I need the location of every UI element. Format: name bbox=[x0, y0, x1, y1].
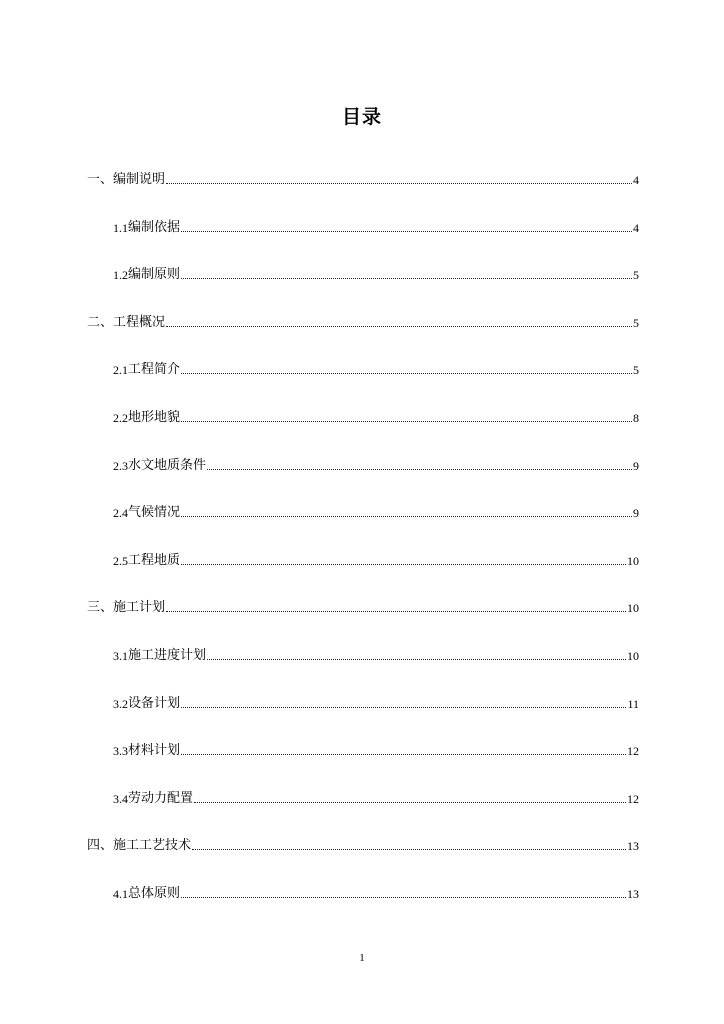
toc-dot-leader bbox=[181, 706, 626, 708]
toc-dot-leader bbox=[166, 182, 632, 184]
toc-entry-number: 1.1 bbox=[113, 220, 128, 235]
toc-dot-leader bbox=[192, 848, 626, 850]
toc-entry-text: 水文地质条件 bbox=[128, 457, 207, 473]
toc-dot-leader bbox=[181, 753, 626, 755]
toc-entry-number: 3.4 bbox=[113, 791, 128, 806]
toc-entry-number: 1.2 bbox=[113, 268, 128, 283]
toc-entry-2-1[interactable] bbox=[113, 358, 639, 378]
page-number: 1 bbox=[359, 952, 365, 964]
toc-entry-text: 四、施工工艺技术 bbox=[87, 838, 192, 854]
toc-entry-number: 2.5 bbox=[113, 553, 128, 568]
toc-entry-2-2[interactable] bbox=[113, 406, 639, 426]
toc-dot-leader bbox=[194, 801, 626, 803]
toc-entry-page: 11 bbox=[627, 696, 639, 711]
toc-entry-text: 气候情况 bbox=[128, 505, 181, 521]
toc-dot-leader bbox=[166, 325, 632, 327]
toc-dot-leader bbox=[166, 610, 626, 612]
toc-entry-number: 3.3 bbox=[113, 744, 128, 759]
toc-dot-leader bbox=[207, 468, 632, 470]
toc-entry-page: 4 bbox=[633, 173, 639, 187]
toc-entry-page: 10 bbox=[627, 553, 639, 568]
toc-dot-leader bbox=[181, 277, 632, 279]
toc-entry-text: 工程简介 bbox=[128, 362, 181, 378]
toc-title: 目录 bbox=[341, 106, 382, 128]
toc-entry-number: 3.2 bbox=[113, 696, 128, 711]
toc-dot-leader bbox=[181, 230, 632, 232]
toc-entry-page: 5 bbox=[633, 268, 639, 283]
toc-entry-number: 3.1 bbox=[113, 649, 128, 663]
toc-entry-number: 2.4 bbox=[113, 506, 128, 521]
toc-entry-text: 二、工程概况 bbox=[87, 314, 166, 330]
toc-entry-number: 2.2 bbox=[113, 411, 128, 425]
toc-entry-1-1[interactable] bbox=[113, 216, 639, 236]
toc-entry-page: 8 bbox=[633, 411, 639, 425]
toc-entry-text: 编制原则 bbox=[128, 267, 181, 283]
toc-entry-page: 13 bbox=[627, 887, 639, 901]
toc-dot-leader bbox=[181, 515, 632, 517]
toc-entry-number: 2.3 bbox=[113, 458, 128, 473]
toc-entry-page: 12 bbox=[627, 791, 639, 806]
toc-entry-3-1[interactable] bbox=[113, 644, 639, 664]
toc-entry-3[interactable] bbox=[87, 596, 639, 616]
toc-entry-page: 12 bbox=[627, 744, 639, 759]
toc-entry-text: 劳动力配置 bbox=[128, 790, 194, 806]
toc-entry-2[interactable] bbox=[87, 311, 639, 331]
toc-entry-1-2[interactable] bbox=[113, 263, 639, 283]
toc-entry-page: 4 bbox=[633, 220, 639, 235]
toc-entry-page: 10 bbox=[627, 649, 639, 663]
toc-entry-page: 5 bbox=[633, 315, 639, 330]
toc-entry-text: 施工进度计划 bbox=[128, 648, 207, 663]
toc-entry-2-3[interactable] bbox=[113, 454, 639, 474]
toc-entry-text: 总体原则 bbox=[128, 886, 181, 901]
toc-entry-3-2[interactable] bbox=[113, 692, 639, 712]
toc-entry-4-1[interactable] bbox=[113, 882, 639, 902]
toc-dot-leader bbox=[181, 896, 626, 898]
toc-entry-page: 10 bbox=[627, 601, 639, 616]
toc-entry-4[interactable] bbox=[87, 834, 639, 854]
toc-entry-3-4[interactable] bbox=[113, 787, 639, 807]
toc-entry-page: 9 bbox=[633, 506, 639, 521]
toc-dot-leader bbox=[181, 420, 632, 422]
toc-dot-leader bbox=[181, 372, 632, 374]
toc-entry-number: 4.1 bbox=[113, 887, 128, 901]
toc-entry-number: 2.1 bbox=[113, 363, 128, 378]
toc-entry-page: 5 bbox=[633, 363, 639, 378]
toc-entry-text: 工程地质 bbox=[128, 552, 181, 568]
toc-entry-text: 设备计划 bbox=[128, 695, 181, 711]
toc-entry-2-4[interactable] bbox=[113, 501, 639, 521]
toc-entry-text: 地形地貌 bbox=[128, 410, 181, 425]
toc-entry-page: 9 bbox=[633, 458, 639, 473]
toc-dot-leader bbox=[181, 563, 626, 565]
toc-entry-3-3[interactable] bbox=[113, 739, 639, 759]
toc-entry-text: 一、编制说明 bbox=[87, 172, 166, 187]
toc-entry-page: 13 bbox=[627, 839, 639, 854]
toc-entry-text: 编制依据 bbox=[128, 219, 181, 235]
toc-dot-leader bbox=[207, 658, 626, 660]
toc-entry-2-5[interactable] bbox=[113, 549, 639, 569]
toc-entry-text: 三、施工计划 bbox=[87, 600, 166, 616]
toc-entry-1[interactable] bbox=[87, 168, 639, 188]
toc-entry-text: 材料计划 bbox=[128, 743, 181, 759]
